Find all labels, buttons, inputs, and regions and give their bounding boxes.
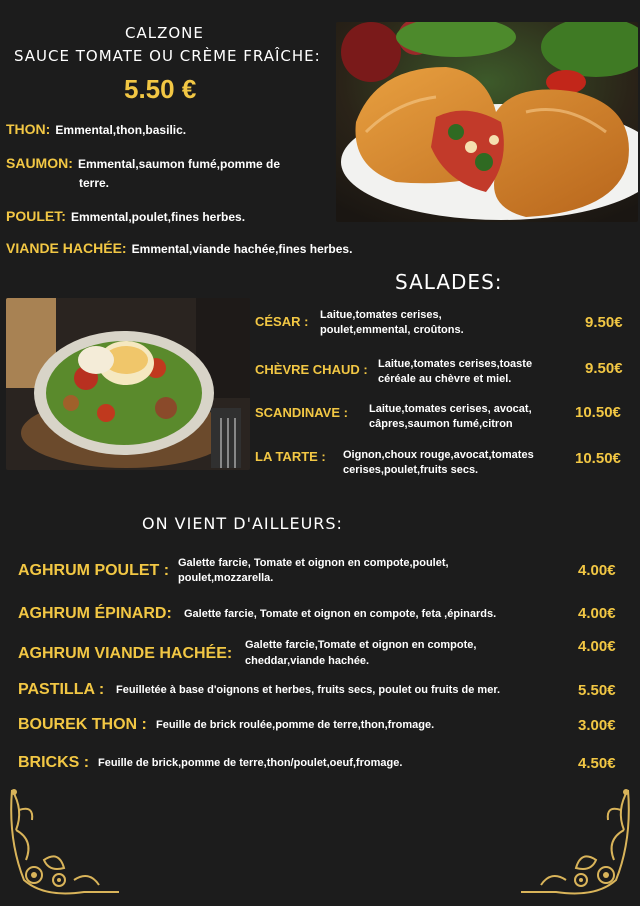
ailleurs-price-aghrum-viande: 4.00€	[578, 638, 616, 655]
calzone-item-name: SAUMON:	[6, 155, 73, 171]
calzone-item-desc: Emmental,viande hachée,fines herbes.	[131, 242, 353, 256]
salade-price-cesar: 9.50€	[585, 314, 623, 331]
salade-name-tarte: LA TARTE :	[255, 449, 326, 464]
salade-name-chevre: CHÈVRE CHAUD :	[255, 362, 368, 377]
ailleurs-desc-pastilla: Feuilletée à base d'oignons et herbes, fruits secs, poulet ou fruits de mer.	[116, 684, 501, 696]
calzone-item-desc: Emmental,saumon fumé,pomme de	[77, 157, 281, 171]
ailleurs-desc-bricks: Feuille de brick,pomme de terre,thon/poulet,oeuf,fromage.	[98, 757, 403, 769]
calzone-photo	[336, 22, 638, 222]
ornament-bottom-left-icon	[4, 780, 124, 902]
calzone-item-saumon	[6, 153, 280, 172]
salade-desc-cesar-2: poulet,emmental, croûtons.	[320, 324, 464, 336]
calzone-item-desc: Emmental,poulet,fines herbes.	[70, 210, 246, 224]
calzone-item-name: POULET:	[6, 208, 66, 224]
salade-price-scandinave: 10.50€	[575, 404, 621, 421]
ailleurs-desc-aghrum-poulet: Galette farcie, Tomate et oignon en compote,poulet,	[178, 557, 449, 569]
calzone-item-thon	[6, 119, 186, 138]
ailleurs-price-bricks: 4.50€	[578, 755, 616, 772]
ailleurs-title: ON VIENT D'AILLEURS:	[142, 514, 343, 533]
ailleurs-name-pastilla: PASTILLA :	[18, 681, 105, 698]
calzone-item-viande	[6, 238, 352, 257]
ailleurs-name-aghrum-viande: AGHRUM VIANDE HACHÉE:	[18, 645, 233, 662]
salades-title: SALADES:	[395, 270, 503, 294]
calzone-subtitle: SAUCE TOMATE OU CRÈME FRAÎCHE:	[14, 47, 321, 65]
ailleurs-desc-aghrum-epinard: Galette farcie, Tomate et oignon en compote, feta ,épinards.	[184, 608, 497, 620]
ailleurs-price-aghrum-epinard: 4.00€	[578, 605, 616, 622]
ornament-bottom-right-icon	[516, 780, 636, 902]
salad-photo	[6, 298, 250, 470]
salade-desc-tarte-2: cerises,poulet,fruits secs.	[343, 464, 479, 476]
salade-desc-chevre: Laitue,tomates cerises,toaste	[378, 358, 533, 370]
salade-price-tarte: 10.50€	[575, 450, 621, 467]
calzone-item-name: THON:	[6, 121, 51, 137]
calzone-item-desc-2: terre.	[79, 176, 110, 190]
calzone-price: 5.50 €	[124, 74, 197, 104]
salad-illustration	[6, 298, 250, 470]
salade-desc-scandinave-2: câpres,saumon fumé,citron	[369, 418, 513, 430]
calzone-item-poulet	[6, 206, 245, 225]
ailleurs-price-aghrum-poulet: 4.00€	[578, 562, 616, 579]
ailleurs-price-pastilla: 5.50€	[578, 682, 616, 699]
ailleurs-name-aghrum-poulet: AGHRUM POULET :	[18, 562, 170, 579]
salade-desc-chevre-2: céréale au chèvre et miel.	[378, 373, 512, 385]
calzone-illustration	[336, 22, 638, 222]
ailleurs-price-bourek: 3.00€	[578, 717, 616, 734]
ailleurs-desc-aghrum-viande-2: cheddar,viande hachée.	[245, 655, 370, 667]
salade-price-chevre: 9.50€	[585, 360, 623, 377]
ailleurs-desc-aghrum-viande: Galette farcie,Tomate et oignon en compote,	[245, 639, 477, 651]
calzone-item-name: VIANDE HACHÉE:	[6, 240, 127, 256]
ailleurs-desc-aghrum-poulet-2: poulet,mozzarella.	[178, 572, 274, 584]
salade-name-scandinave: SCANDINAVE :	[255, 405, 348, 420]
ailleurs-name-bourek: BOUREK THON :	[18, 716, 147, 733]
calzone-title: CALZONE	[125, 24, 204, 42]
calzone-item-desc: Emmental,thon,basilic.	[55, 123, 187, 137]
salade-desc-scandinave: Laitue,tomates cerises, avocat,	[369, 403, 532, 415]
ailleurs-name-bricks: BRICKS :	[18, 754, 90, 771]
ailleurs-desc-bourek: Feuille de brick roulée,pomme de terre,thon,fromage.	[156, 719, 435, 731]
salade-desc-cesar: Laitue,tomates cerises,	[320, 309, 442, 321]
ailleurs-name-aghrum-epinard: AGHRUM ÉPINARD:	[18, 605, 172, 622]
salade-desc-tarte: Oignon,choux rouge,avocat,tomates	[343, 449, 534, 461]
salade-name-cesar: CÉSAR :	[255, 314, 309, 329]
